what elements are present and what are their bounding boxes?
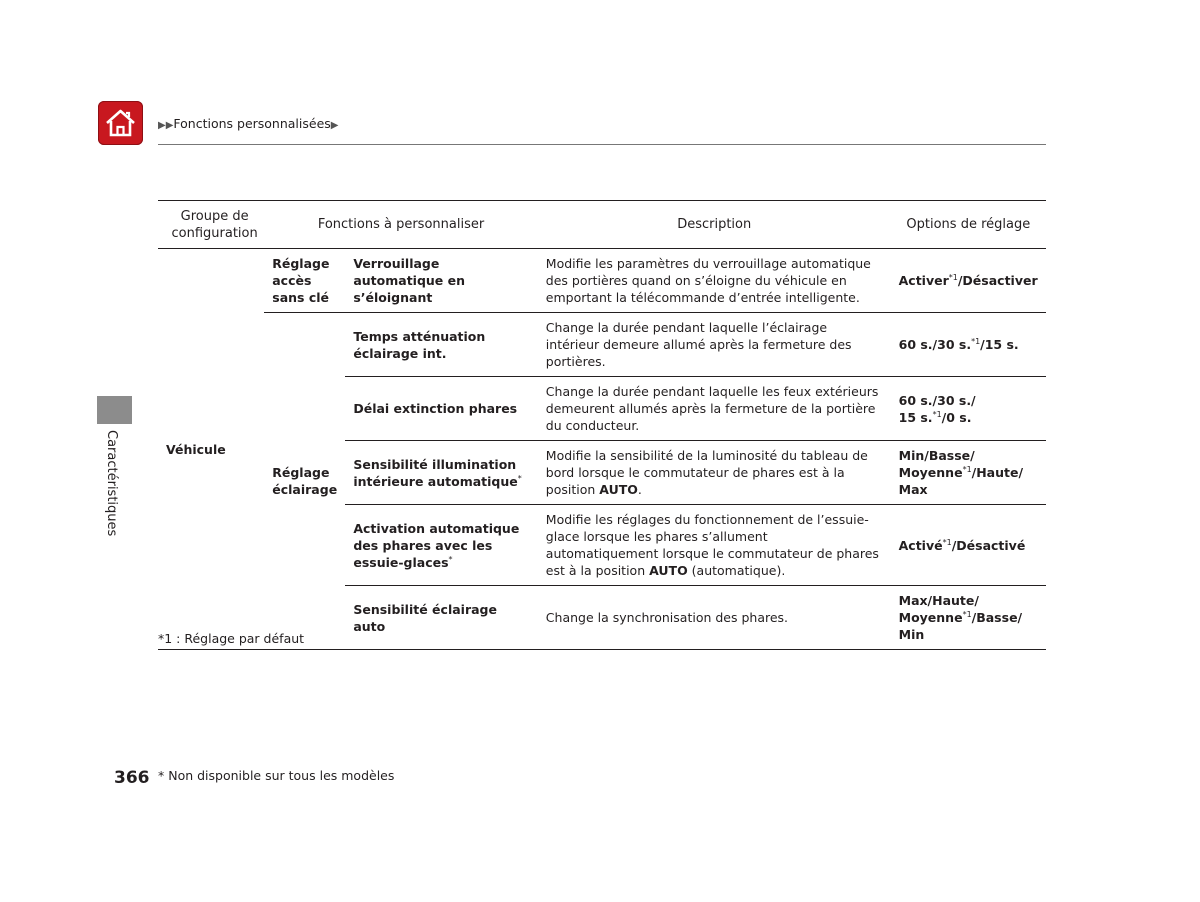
table-header-row [158, 201, 1046, 249]
function-cell: Délai extinction phares [345, 377, 537, 441]
breadcrumb-link[interactable]: Fonctions personnalisées [173, 116, 331, 131]
table-row [158, 313, 1046, 377]
description-cell: Change la durée pendant laquelle les feux extérieurs demeurent allumés après la fermeture de la portière du conducteur. [538, 377, 891, 441]
table-row [158, 249, 1046, 313]
function-cell: Verrouillage automatique en s’éloignant [345, 249, 537, 313]
description-cell: Change la synchronisation des phares. [538, 586, 891, 650]
section-label: Caractéristiques [104, 430, 119, 537]
options-cell: Activer$^{*1}$/Désactiver [891, 249, 1046, 313]
header-functions: Fonctions à personnaliser [264, 201, 538, 249]
options-cell: Activé$^{*1}$/Désactivé [891, 505, 1046, 586]
table-footnote: *1 : Réglage par défaut [158, 631, 305, 646]
group-cell: Véhicule [158, 249, 264, 650]
options-cell: Max/Haute/ Moyenne$^{*1}$/Basse/ Min [891, 586, 1046, 650]
description-cell: Modifie la sensibilité de la luminosité du tableau de bord lorsque le commutateur de phares est à la position AUTO. [538, 441, 891, 505]
breadcrumb[interactable] [158, 116, 339, 131]
settings-table [158, 200, 1046, 650]
subgroup-cell: Réglage éclairage [264, 313, 345, 650]
header-options: Options de réglage [891, 201, 1046, 249]
function-cell: Sensibilité éclairage auto [345, 586, 537, 650]
section-tab[interactable] [97, 396, 132, 424]
page-number: 366 [114, 768, 150, 788]
description-cell: Modifie les réglages du fonctionnement de l’essuie-glace lorsque les phares s’allument automatiquement lorsque le commutateur de phares est à la position AUTO (automatique). [538, 505, 891, 586]
home-icon [104, 107, 137, 139]
availability-note: * Non disponible sur tous les modèles [158, 768, 395, 783]
function-cell: Sensibilité illumination intérieure automatique* [345, 441, 537, 505]
header-description: Description [538, 201, 891, 249]
options-cell: Min/Basse/ Moyenne$^{*1}$/Haute/ Max [891, 441, 1046, 505]
function-cell: Temps atténuation éclairage int. [345, 313, 537, 377]
header-group: Groupe de configuration [158, 201, 264, 249]
function-cell: Activation automatique des phares avec les essuie-glaces* [345, 505, 537, 586]
home-button[interactable] [98, 101, 143, 145]
options-cell: 60 s./30 s.$^{*1}$/15 s. [891, 313, 1046, 377]
description-cell: Modifie les paramètres du verrouillage automatique des portières quand on s’éloigne du véhicule en emportant la télécommande d’entrée intelligente. [538, 249, 891, 313]
header-divider [158, 144, 1046, 145]
subgroup-cell: Réglage accès sans clé [264, 249, 345, 313]
options-cell: 60 s./30 s./ 15 s.$^{*1}$/0 s. [891, 377, 1046, 441]
breadcrumb-arrow-icon: ▶ [330, 120, 339, 131]
breadcrumb-arrow-icon: ▶▶ [158, 120, 174, 131]
description-cell: Change la durée pendant laquelle l’éclairage intérieur demeure allumé après la fermeture des portières. [538, 313, 891, 377]
